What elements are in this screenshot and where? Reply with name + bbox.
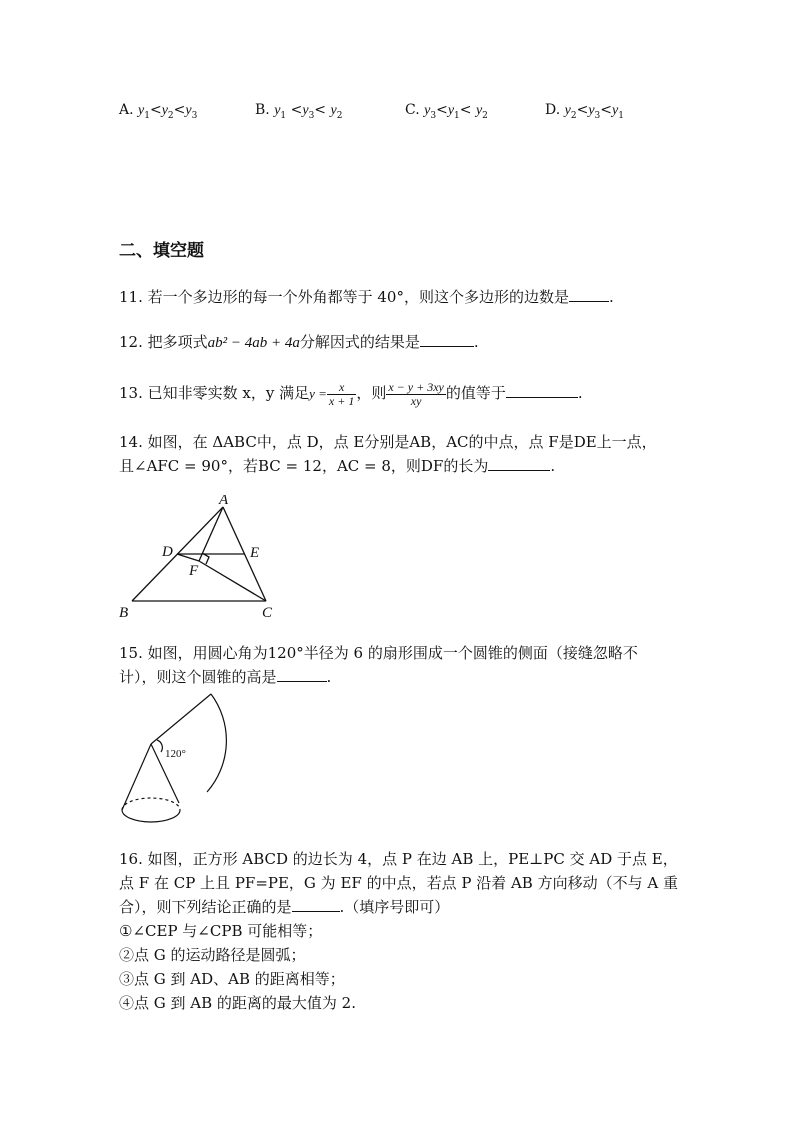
segment-fc [199,561,266,601]
operator: < [600,102,613,118]
label-a: A [219,495,229,508]
fraction-denominator: xy [410,393,422,408]
option-b [255,102,342,121]
option-letter: D. [545,102,561,118]
subscript: 2 [570,110,577,121]
question-text: 11. 若一个多边形的每一个外角都等于 40°，则这个多边形的边数是 [119,288,569,306]
question-text: 且∠AFC = 90°，若BC = 12，AC = 8，则DF的长为 [119,457,489,475]
operator: < [314,102,331,118]
statement-3: ③点 G 到 AD、AB 的距离相等； [119,970,345,988]
var: y [424,103,431,118]
question-16-line-2: 点 F 在 CP 上且 PF=PE，G 为 EF 的中点，若点 P 沿着 AB 方向移动（不与 A 重 [119,874,678,892]
operator: < [576,102,589,118]
fraction-1 [327,381,356,408]
option-letter: A. [119,102,134,118]
subscript: 1 [280,110,287,121]
question-13 [119,378,583,409]
fraction-2 [386,381,446,408]
fraction-denominator: x + 1 [328,393,355,408]
option-d [545,102,624,121]
end-mark: . [326,668,332,686]
end-mark: . [577,384,583,402]
answer-blank[interactable] [488,456,550,471]
question-text: 的值等于 [445,384,506,402]
option-letter: C. [405,102,420,118]
subscript: 1 [618,110,624,121]
statement-4: ④点 G 到 AB 的距离的最大值为 2. [119,994,356,1012]
subscript: 1 [454,110,460,121]
label-f: F [189,563,199,579]
question-text: .（填序号即可） [339,898,450,916]
operator: < [173,102,186,118]
statement-2: ②点 G 的运动路径是圆弧； [119,946,306,964]
subscript: 2 [482,110,488,121]
section-title: 二、填空题 [119,241,204,261]
segment-df [177,554,199,561]
var: y [612,103,619,118]
answer-blank[interactable] [506,383,578,398]
answer-blank[interactable] [420,332,474,347]
label-e: E [250,545,260,561]
cone-base-back [122,798,180,810]
question-text: 13. 已知非零实数 x，y 满足 [119,384,310,402]
operator: < [149,102,162,118]
fraction-numerator: x − y + 3xy [388,379,444,394]
question-15-line-2 [119,667,331,687]
question-15-line-1: 15. 如图，用圆心角为120°半径为 6 的扇形围成一个圆锥的侧面（接缝忽略不 [119,644,638,662]
var: y [138,103,145,118]
equation-lhs: y = [309,386,327,401]
subscript: 3 [594,110,601,121]
angle-arc [157,740,162,752]
var: y [161,103,168,118]
label-b: B [119,605,129,621]
polynomial-expression: ab² − 4ab + 4a [207,335,300,351]
subscript: 2 [336,110,343,121]
var: y [475,103,483,118]
end-mark: . [608,288,614,306]
var: y [447,103,455,118]
question-text: 合），则下列结论正确的是 [119,898,292,916]
subscript: 2 [167,110,174,121]
var: y [302,103,309,118]
operator: < [459,102,476,118]
question-text: 分解因式的结果是 [299,333,420,351]
cone-figure [115,688,245,833]
var: y [588,103,595,118]
right-angle-mark [202,553,209,564]
label-c: C [262,605,273,621]
fraction-numerator: x [327,381,356,395]
option-c [405,102,488,121]
question-11 [119,287,614,307]
option-letter: B. [255,102,270,118]
question-16-line-1: 16. 如图，正方形 ABCD 的边长为 4，点 P 在边 AB 上，PE⊥PC 交 AD 于点 E， [119,850,678,868]
subscript: 3 [430,110,437,121]
cone-base-front [122,810,180,822]
question-text: ，则 [356,384,387,402]
question-16-line-3 [119,897,449,917]
subscript: 1 [144,110,150,121]
sector-arc [207,694,226,792]
option-a [119,102,197,121]
var: y [564,103,571,118]
operator: < [436,102,448,118]
question-text: 12. 把多项式 [119,333,208,351]
question-text: 计），则这个圆锥的高是 [119,668,277,686]
var: y [330,103,337,118]
var: y [185,103,192,118]
triangle-figure [110,495,300,623]
label-d: D [162,544,173,560]
sector-radius-1 [151,694,211,744]
answer-blank[interactable] [277,667,327,682]
answer-blank[interactable] [569,287,609,302]
end-mark: . [550,457,556,475]
statement-1: ①∠CEP 与∠CPB 可能相等； [119,922,323,940]
subscript: 3 [308,110,315,121]
question-14-line-1: 14. 如图，在 ΔABC中，点 D，点 E分别是AB，AC的中点，点 F是DE上一点， [119,433,657,451]
var: y [274,103,281,118]
answer-blank[interactable] [292,897,340,912]
angle-label: 120° [165,748,186,760]
operator: < [286,102,303,118]
question-12 [119,332,479,353]
question-14-line-2 [119,456,555,476]
subscript: 3 [191,110,198,121]
end-mark: . [473,333,479,351]
